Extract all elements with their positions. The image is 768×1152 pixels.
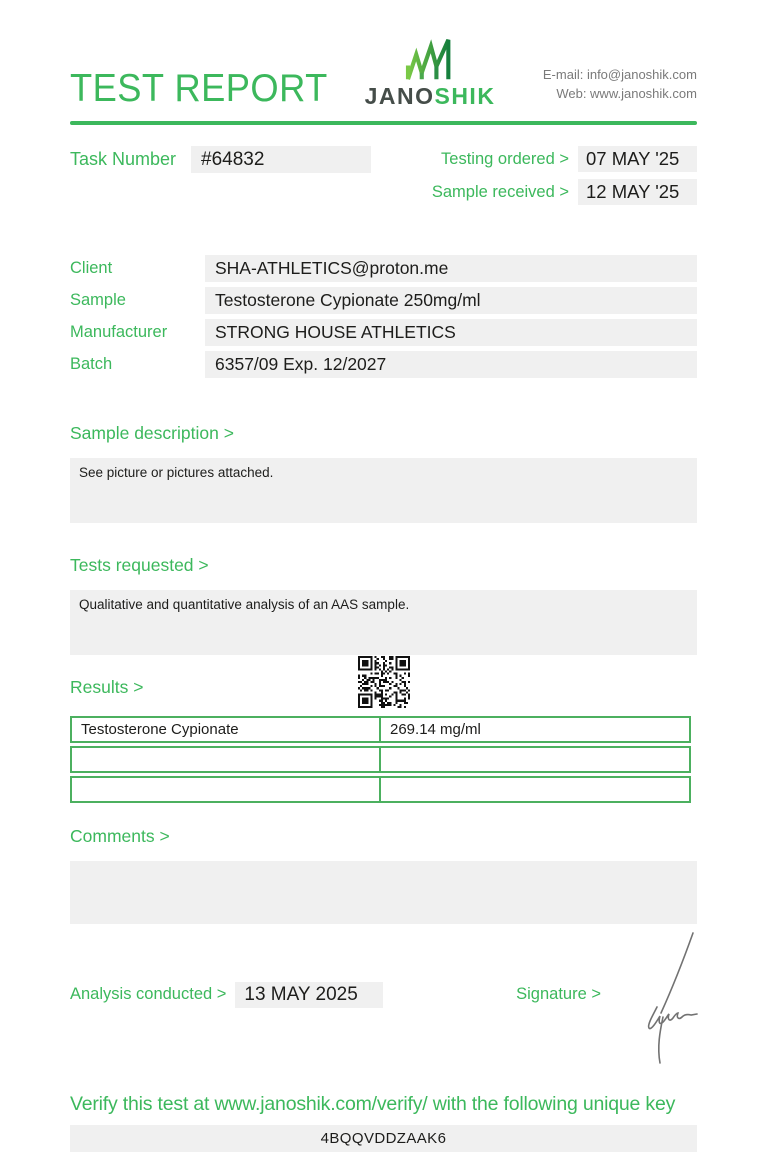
task-number-row	[70, 146, 371, 173]
sample-info-section	[70, 255, 697, 378]
web-line: Web: www.janoshik.com	[556, 86, 697, 102]
testing-ordered-label: Testing ordered >	[441, 149, 569, 168]
wordmark-secondary: SHIK	[434, 83, 496, 109]
page-title: TEST REPORT	[70, 67, 328, 110]
info-row-manufacturer	[70, 319, 697, 346]
info-row-batch	[70, 351, 697, 378]
header	[0, 0, 768, 108]
email-line: E-mail: info@janoshik.com	[542, 67, 697, 83]
header-divider	[70, 121, 697, 125]
task-number-value: #64832	[191, 146, 371, 173]
table-cell-analyte	[70, 776, 381, 803]
signature-row	[516, 985, 601, 1004]
analysis-conducted-row	[70, 982, 383, 1008]
sample-value: Testosterone Cypionate 250mg/ml	[205, 287, 697, 314]
sample-description-heading: Sample description >	[70, 423, 234, 443]
analysis-conducted-label: Analysis conducted >	[70, 985, 227, 1003]
tests-requested-heading: Tests requested >	[70, 555, 209, 575]
qr-code	[358, 656, 410, 708]
client-label: Client	[70, 259, 113, 277]
table-cell-analyte: Testosterone Cypionate	[70, 716, 381, 743]
results-heading: Results >	[70, 677, 144, 697]
brand-wordmark	[365, 85, 496, 108]
table-cell-result: 269.14 mg/ml	[379, 716, 691, 743]
growth-chart-icon	[402, 38, 458, 82]
manufacturer-value: STRONG HOUSE ATHLETICS	[205, 319, 697, 346]
results-section	[70, 655, 697, 803]
table-row	[70, 716, 697, 743]
signature-image	[611, 929, 711, 1069]
sample-received-label: Sample received >	[431, 182, 569, 201]
table-cell-analyte	[70, 746, 381, 773]
dates-block	[432, 146, 697, 212]
sample-received-row	[432, 179, 697, 205]
verify-instruction: Verify this test at www.janoshik.com/verify/ with the following unique key	[70, 1093, 676, 1115]
results-table	[70, 716, 697, 803]
testing-ordered-value: 07 MAY '25	[578, 146, 697, 172]
testing-ordered-row	[432, 146, 697, 172]
table-row	[70, 776, 697, 803]
contact-info	[543, 66, 697, 108]
task-number-label: Task Number	[70, 149, 177, 169]
manufacturer-label: Manufacturer	[70, 323, 168, 341]
task-section	[70, 146, 697, 212]
info-row-sample	[70, 287, 697, 314]
signature-label: Signature >	[516, 985, 601, 1003]
sample-label: Sample	[70, 291, 126, 309]
info-row-client	[70, 255, 697, 282]
wordmark-primary: JANO	[364, 83, 435, 109]
comments-box	[70, 861, 697, 924]
client-value: SHA-ATHLETICS@proton.me	[205, 255, 697, 282]
sample-received-value: 12 MAY '25	[578, 179, 697, 205]
comments-heading: Comments >	[70, 826, 170, 846]
table-row	[70, 746, 697, 773]
batch-value: 6357/09 Exp. 12/2027	[205, 351, 697, 378]
sample-description-box: See picture or pictures attached.	[70, 458, 697, 523]
verify-key-box: 4BQQVDDZAAK6	[70, 1125, 697, 1152]
tests-requested-box: Qualitative and quantitative analysis of an AAS sample.	[70, 590, 697, 655]
batch-label: Batch	[70, 355, 113, 373]
brand-logo	[365, 38, 496, 108]
analysis-conducted-value: 13 MAY 2025	[235, 982, 383, 1008]
table-cell-result	[379, 746, 691, 773]
table-cell-result	[379, 776, 691, 803]
footer-section	[70, 981, 697, 1008]
